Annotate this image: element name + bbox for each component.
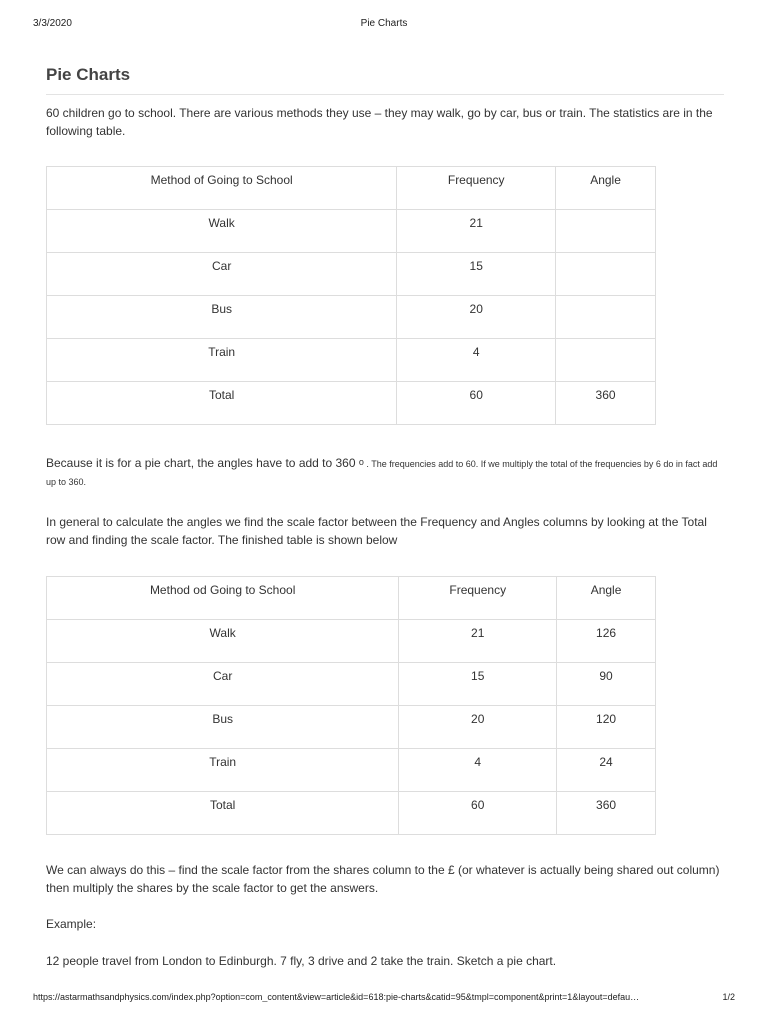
table-header-cell: Method of Going to School <box>47 167 397 210</box>
table-cell: 4 <box>397 339 556 382</box>
table-header-cell: Angle <box>556 167 656 210</box>
table-cell: 15 <box>399 663 557 706</box>
example-text: 12 people travel from London to Edinburgh. 7 fly, 3 drive and 2 take the train. Sketch a pie chart. <box>46 954 557 968</box>
table-cell: 15 <box>397 253 556 296</box>
table-cell: 360 <box>557 792 656 835</box>
table-cell: 24 <box>557 749 656 792</box>
table-cell: 21 <box>397 210 556 253</box>
page-number: 1/2 <box>722 992 735 1002</box>
explanation-paragraph <box>46 453 724 490</box>
table-row <box>47 620 656 663</box>
explanation-main-text: Because it is for a pie chart, the angles have to add to 360 <box>46 456 359 470</box>
table-cell: 360 <box>556 382 656 425</box>
table-cell: 120 <box>557 706 656 749</box>
table-row <box>47 253 656 296</box>
print-footer <box>33 992 735 1006</box>
table-cell: Train <box>47 749 399 792</box>
table-cell: 126 <box>557 620 656 663</box>
table-cell <box>556 339 656 382</box>
table-cell <box>556 253 656 296</box>
page-url: https://astarmathsandphysics.com/index.php?option=com_content&view=article&id=618:pie-charts&catid=95&tmpl=component&print=1&layout=defau… <box>33 992 640 1002</box>
table-header-cell: Angle <box>557 577 656 620</box>
table-row <box>47 792 656 835</box>
table-header-cell: Frequency <box>399 577 557 620</box>
table-row <box>47 382 656 425</box>
table-cell: 4 <box>399 749 557 792</box>
table-cell: 60 <box>397 382 556 425</box>
table-header-row <box>47 577 656 620</box>
table-cell: 60 <box>399 792 557 835</box>
print-date: 3/3/2020 <box>33 18 72 29</box>
degree-symbol: o <box>358 457 364 467</box>
angle-table <box>46 576 656 835</box>
page-title: Pie Charts <box>46 64 724 95</box>
table-cell: Walk <box>47 210 397 253</box>
scale-factor-paragraph: We can always do this – find the scale factor from the shares column to the £ (or whatever is actually being shared out column) then multiply the shares by the scale factor to get the answers. <box>46 863 720 895</box>
table-row <box>47 339 656 382</box>
print-header <box>33 18 735 32</box>
explanation-small-text: . The frequencies add to 60. If we multiply the total of the frequencies by 6 do in fact add up to 360. <box>46 459 718 487</box>
table-cell: 90 <box>557 663 656 706</box>
table-row <box>47 663 656 706</box>
intro-paragraph: 60 children go to school. There are various methods they use – they may walk, go by car, bus or train. The statistics are in the following table. <box>46 106 713 138</box>
table-cell: Total <box>47 792 399 835</box>
table-cell: Total <box>47 382 397 425</box>
print-title: Pie Charts <box>360 18 408 29</box>
table-cell: 21 <box>399 620 557 663</box>
article <box>46 64 724 970</box>
table-header-cell: Frequency <box>397 167 556 210</box>
table-row <box>47 296 656 339</box>
table-cell: Walk <box>47 620 399 663</box>
table-row <box>47 210 656 253</box>
table-cell: 20 <box>397 296 556 339</box>
table-header-row <box>47 167 656 210</box>
table-row <box>47 749 656 792</box>
example-label: Example: <box>46 917 97 931</box>
table-cell: 20 <box>399 706 557 749</box>
table-cell <box>556 296 656 339</box>
frequency-table <box>46 166 656 425</box>
table-cell: Car <box>47 253 397 296</box>
table-cell: Train <box>47 339 397 382</box>
table-cell: Bus <box>47 296 397 339</box>
table-cell: Bus <box>47 706 399 749</box>
table-row <box>47 706 656 749</box>
table-cell: Car <box>47 663 399 706</box>
table-cell <box>556 210 656 253</box>
general-paragraph: In general to calculate the angles we find the scale factor between the Frequency and Angles columns by looking at the Total row and finding the scale factor. The finished table is shown below <box>46 515 707 547</box>
table-header-cell: Method od Going to School <box>47 577 399 620</box>
